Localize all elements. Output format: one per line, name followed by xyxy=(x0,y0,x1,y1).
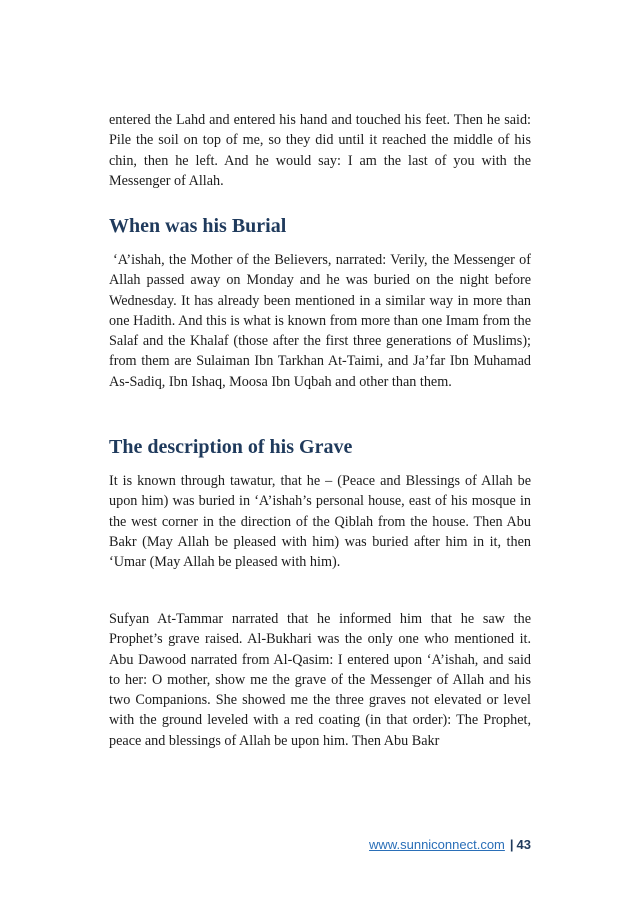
paragraph-continuation: entered the Lahd and entered his hand and touched his feet. Then he said: Pile the soil on top of me, so they did until it reached the middle of his chin, then he left. And he would say: I am the last of you with the Messenger of Allah. xyxy=(109,112,531,189)
paragraph-grave-description: Sufyan At-Tammar narrated that he informed him that he saw the Prophet’s grave raised. Al-Bukhari was the only one who mentioned it. Abu Dawood narrated from Al-Qasim: I entered upon ‘A’ishah, and said to her: O mother, show me the grave of the Messenger of Allah and his two Companions. She showed me the three graves not elevated or level with the ground leveled with a red coating (in that order): The Prophet, peace and blessings of Allah be upon him. Then Abu Bakr xyxy=(109,611,531,749)
footer-link[interactable]: www.sunniconnect.com xyxy=(369,837,505,852)
footer-separator: | xyxy=(509,837,514,852)
section-heading-burial: When was his Burial xyxy=(109,215,287,237)
section-heading-grave: The description of his Grave xyxy=(109,436,353,458)
paragraph-burial: ‘A’ishah, the Mother of the Believers, narrated: Verily, the Messenger of Allah passed away on Monday and he was buried on the night before Wednesday. It has already been mentioned in a similar way in more than one Hadith. And this is what is known from more than one Imam from the Salaf and the Khalaf (those after the first three generations of Muslims); from them are Sulaiman Ibn Tarkhan At-Taimi, and Ja’far Ibn Muhamad As-Sadiq, Ibn Ishaq, Moosa Ibn Uqbah and other than them. xyxy=(109,252,531,390)
page-footer xyxy=(369,836,531,854)
page-number: 43 xyxy=(516,837,531,852)
paragraph-grave-location: It is known through tawatur, that he – (Peace and Blessings of Allah be upon him) was buried in ‘A’ishah’s personal house, east of his mosque in the west corner in the direction of the Qiblah from the house. Then Abu Bakr (May Allah be pleased with him) was buried after him in it, then ‘Umar (May Allah be pleased with him). xyxy=(109,473,531,571)
